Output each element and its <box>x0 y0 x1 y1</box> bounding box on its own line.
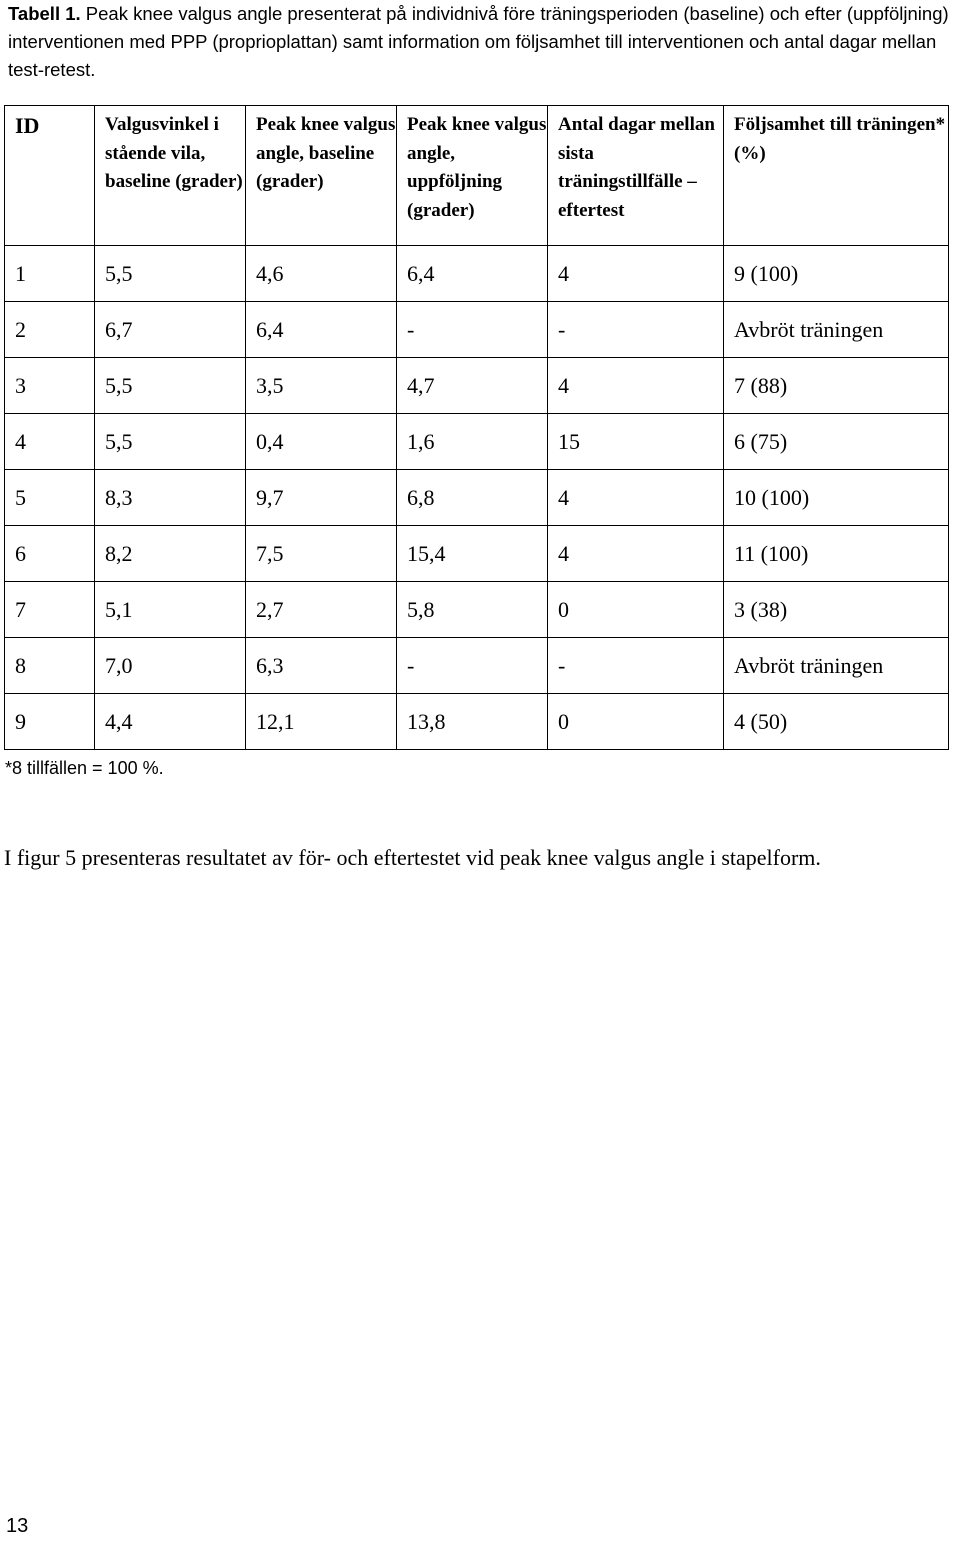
cell-adherence: 9 (100) <box>724 246 949 302</box>
cell-adherence: 4 (50) <box>724 694 949 750</box>
cell-id: 7 <box>5 582 95 638</box>
cell-peak-baseline: 3,5 <box>246 358 397 414</box>
results-table <box>4 105 949 750</box>
cell-peak-baseline: 7,5 <box>246 526 397 582</box>
cell-id: 1 <box>5 246 95 302</box>
cell-valgus-rest: 8,2 <box>95 526 246 582</box>
cell-id: 2 <box>5 302 95 358</box>
cell-adherence: Avbröt träningen <box>724 638 949 694</box>
header-peak-baseline: Peak knee valgus angle, baseline (grader) <box>246 106 397 246</box>
cell-id: 3 <box>5 358 95 414</box>
cell-peak-followup: - <box>397 302 548 358</box>
table-header-row <box>5 106 949 246</box>
cell-peak-followup: 6,8 <box>397 470 548 526</box>
cell-id: 6 <box>5 526 95 582</box>
cell-days-between: 15 <box>548 414 724 470</box>
header-valgus-rest: Valgusvinkel i stående vila, baseline (grader) <box>95 106 246 246</box>
table-row <box>5 470 949 526</box>
cell-days-between: 4 <box>548 526 724 582</box>
cell-adherence: 10 (100) <box>724 470 949 526</box>
page-number: 13 <box>6 1515 29 1537</box>
cell-peak-baseline: 12,1 <box>246 694 397 750</box>
cell-valgus-rest: 5,5 <box>95 358 246 414</box>
header-peak-followup: Peak knee valgus angle, uppföljning (grader) <box>397 106 548 246</box>
cell-peak-baseline: 4,6 <box>246 246 397 302</box>
cell-peak-followup: 5,8 <box>397 582 548 638</box>
cell-days-between: - <box>548 302 724 358</box>
cell-peak-followup: 6,4 <box>397 246 548 302</box>
header-id: ID <box>5 106 95 246</box>
cell-adherence: 7 (88) <box>724 358 949 414</box>
cell-peak-baseline: 2,7 <box>246 582 397 638</box>
table-footnote: *8 tillfällen = 100 %. <box>5 758 164 778</box>
caption-text: Peak knee valgus angle presenterat på individnivå före träningsperioden (baseline) och efter (uppföljning) interventionen med PPP (proprioplattan) samt information om följsamhet till interventionen och antal dagar mellan test-retest. <box>8 3 949 80</box>
cell-peak-followup: 13,8 <box>397 694 548 750</box>
cell-adherence: 6 (75) <box>724 414 949 470</box>
cell-days-between: 4 <box>548 246 724 302</box>
cell-valgus-rest: 5,5 <box>95 414 246 470</box>
table-row <box>5 414 949 470</box>
cell-valgus-rest: 4,4 <box>95 694 246 750</box>
cell-valgus-rest: 5,5 <box>95 246 246 302</box>
cell-peak-baseline: 0,4 <box>246 414 397 470</box>
table-row <box>5 358 949 414</box>
cell-peak-followup: - <box>397 638 548 694</box>
table-row <box>5 638 949 694</box>
table-row <box>5 246 949 302</box>
cell-peak-followup: 15,4 <box>397 526 548 582</box>
caption-label: Tabell 1. <box>8 3 81 24</box>
cell-valgus-rest: 6,7 <box>95 302 246 358</box>
table-row <box>5 302 949 358</box>
table-row <box>5 526 949 582</box>
table-row <box>5 694 949 750</box>
cell-peak-followup: 4,7 <box>397 358 548 414</box>
header-days-between: Antal dagar mellan sista träningstillfälle – eftertest <box>548 106 724 246</box>
cell-valgus-rest: 8,3 <box>95 470 246 526</box>
table-caption <box>8 0 953 84</box>
cell-peak-baseline: 9,7 <box>246 470 397 526</box>
cell-valgus-rest: 5,1 <box>95 582 246 638</box>
cell-days-between: 4 <box>548 358 724 414</box>
table-row <box>5 582 949 638</box>
cell-days-between: 0 <box>548 694 724 750</box>
cell-adherence: Avbröt träningen <box>724 302 949 358</box>
cell-peak-followup: 1,6 <box>397 414 548 470</box>
cell-adherence: 3 (38) <box>724 582 949 638</box>
cell-id: 4 <box>5 414 95 470</box>
cell-days-between: 4 <box>548 470 724 526</box>
cell-days-between: - <box>548 638 724 694</box>
body-paragraph: I figur 5 presenteras resultatet av för- och eftertestet vid peak knee valgus angle i stapelform. <box>4 845 821 870</box>
cell-peak-baseline: 6,3 <box>246 638 397 694</box>
header-adherence: Följsamhet till träningen* (%) <box>724 106 949 246</box>
cell-peak-baseline: 6,4 <box>246 302 397 358</box>
cell-id: 8 <box>5 638 95 694</box>
cell-valgus-rest: 7,0 <box>95 638 246 694</box>
cell-id: 9 <box>5 694 95 750</box>
cell-days-between: 0 <box>548 582 724 638</box>
cell-id: 5 <box>5 470 95 526</box>
cell-adherence: 11 (100) <box>724 526 949 582</box>
